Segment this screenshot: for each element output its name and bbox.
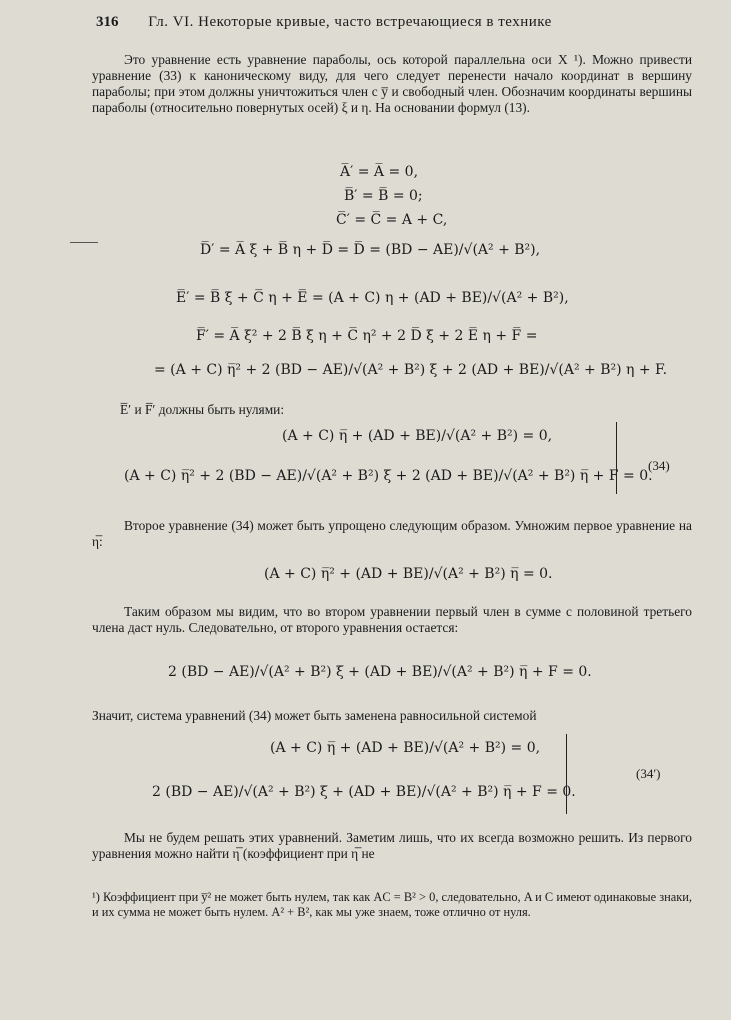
running-header [96,14,696,31]
equation-34-second: (A + C) η̅² + 2 (BD − AE)/√(A² + B²) ξ̅ + 2 (AD + BE)/√(A² + B²) η̅ + F = 0. [124,468,653,484]
equation-a-prime: A̅′ = A̅ = 0, [340,164,419,180]
margin-mark [70,242,98,243]
system-brace-34 [616,422,617,494]
paragraph-conclusion: Мы не будем решать этих уравнений. Заметим лишь, что их всегда возможно решить. Из первого уравнения можно найти η̅ (коэффициент при η̅ не [92,830,692,861]
equation-number-34: (34) [648,458,670,473]
paragraph-intro: Это уравнение есть уравнение параболы, ось которой параллельна оси X ¹). Можно привести уравнение (33) к каноническому виду, для чего следует перенести начало координат в вершину параболы; при этом должны уничтожиться член с y̅ и свободный член. Обозначим координаты вершины параболы (относительно повернутых осей) ξ и η. На основании формул (13). [92,52,692,115]
equation-multiplied: (A + C) η̅² + (AD + BE)/√(A² + B²) η̅ = 0. [264,566,553,582]
equation-remainder: 2 (BD − AE)/√(A² + B²) ξ̅ + (AD + BE)/√(A² + B²) η̅ + F = 0. [168,664,592,680]
equation-f-prime: F̅′ = A̅ ξ² + 2 B̅ ξ η + C̅ η² + 2 D̅ ξ + 2 E̅ η + F̅ = [196,328,538,344]
equation-b-prime: B̅′ = B̅ = 0; [344,188,423,204]
equation-f-prime-cont: = (A + C) η̅² + 2 (BD − AE)/√(A² + B²) ξ + 2 (AD + BE)/√(A² + B²) η + F. [154,362,668,378]
paragraph-simplify: Второе уравнение (34) может быть упрощено следующим образом. Умножим первое уравнение на η̅: [92,518,692,549]
equation-c-prime: C̅′ = C̅ = A + C, [336,212,448,228]
equation-e-prime: E̅′ = B̅ ξ + C̅ η + E̅ = (A + C) η + (AD + BE)/√(A² + B²), [176,290,569,306]
equation-34-first: (A + C) η̅ + (AD + BE)/√(A² + B²) = 0, [282,428,553,444]
system-brace-34p [566,734,567,814]
paragraph-conditions: E̅′ и F̅′ должны быть нулями: [120,402,285,417]
equation-34p-first: (A + C) η̅ + (AD + BE)/√(A² + B²) = 0, [270,740,541,756]
equation-34p-second: 2 (BD − AE)/√(A² + B²) ξ̅ + (AD + BE)/√(A² + B²) η̅ + F = 0. [152,784,576,800]
footnote: ¹) Коэффициент при y̅² не может быть нулем, так как AC = B² > 0, следовательно, A и C имеют одинаковые знаки, и их сумма не может быть нулем. A² + B², как мы уже знаем, тоже отлично от нуля. [92,890,692,919]
equation-d-prime: D̅′ = A̅ ξ + B̅ η + D̅ = D̅ = (BD − AE)/√(A² + B²), [200,242,541,258]
chapter-title: Гл. VI. Некоторые кривые, часто встречающиеся в технике [148,14,552,30]
equation-number-34p: (34′) [636,766,661,781]
paragraph-equivalent: Значит, система уравнений (34) может быть заменена равносильной системой [92,708,537,723]
paragraph-observation: Таким образом мы видим, что во втором уравнении первый член в сумме с половиной третьего члена даст нуль. Следовательно, от второго уравнения остается: [92,604,692,635]
page-number: 316 [96,14,119,30]
